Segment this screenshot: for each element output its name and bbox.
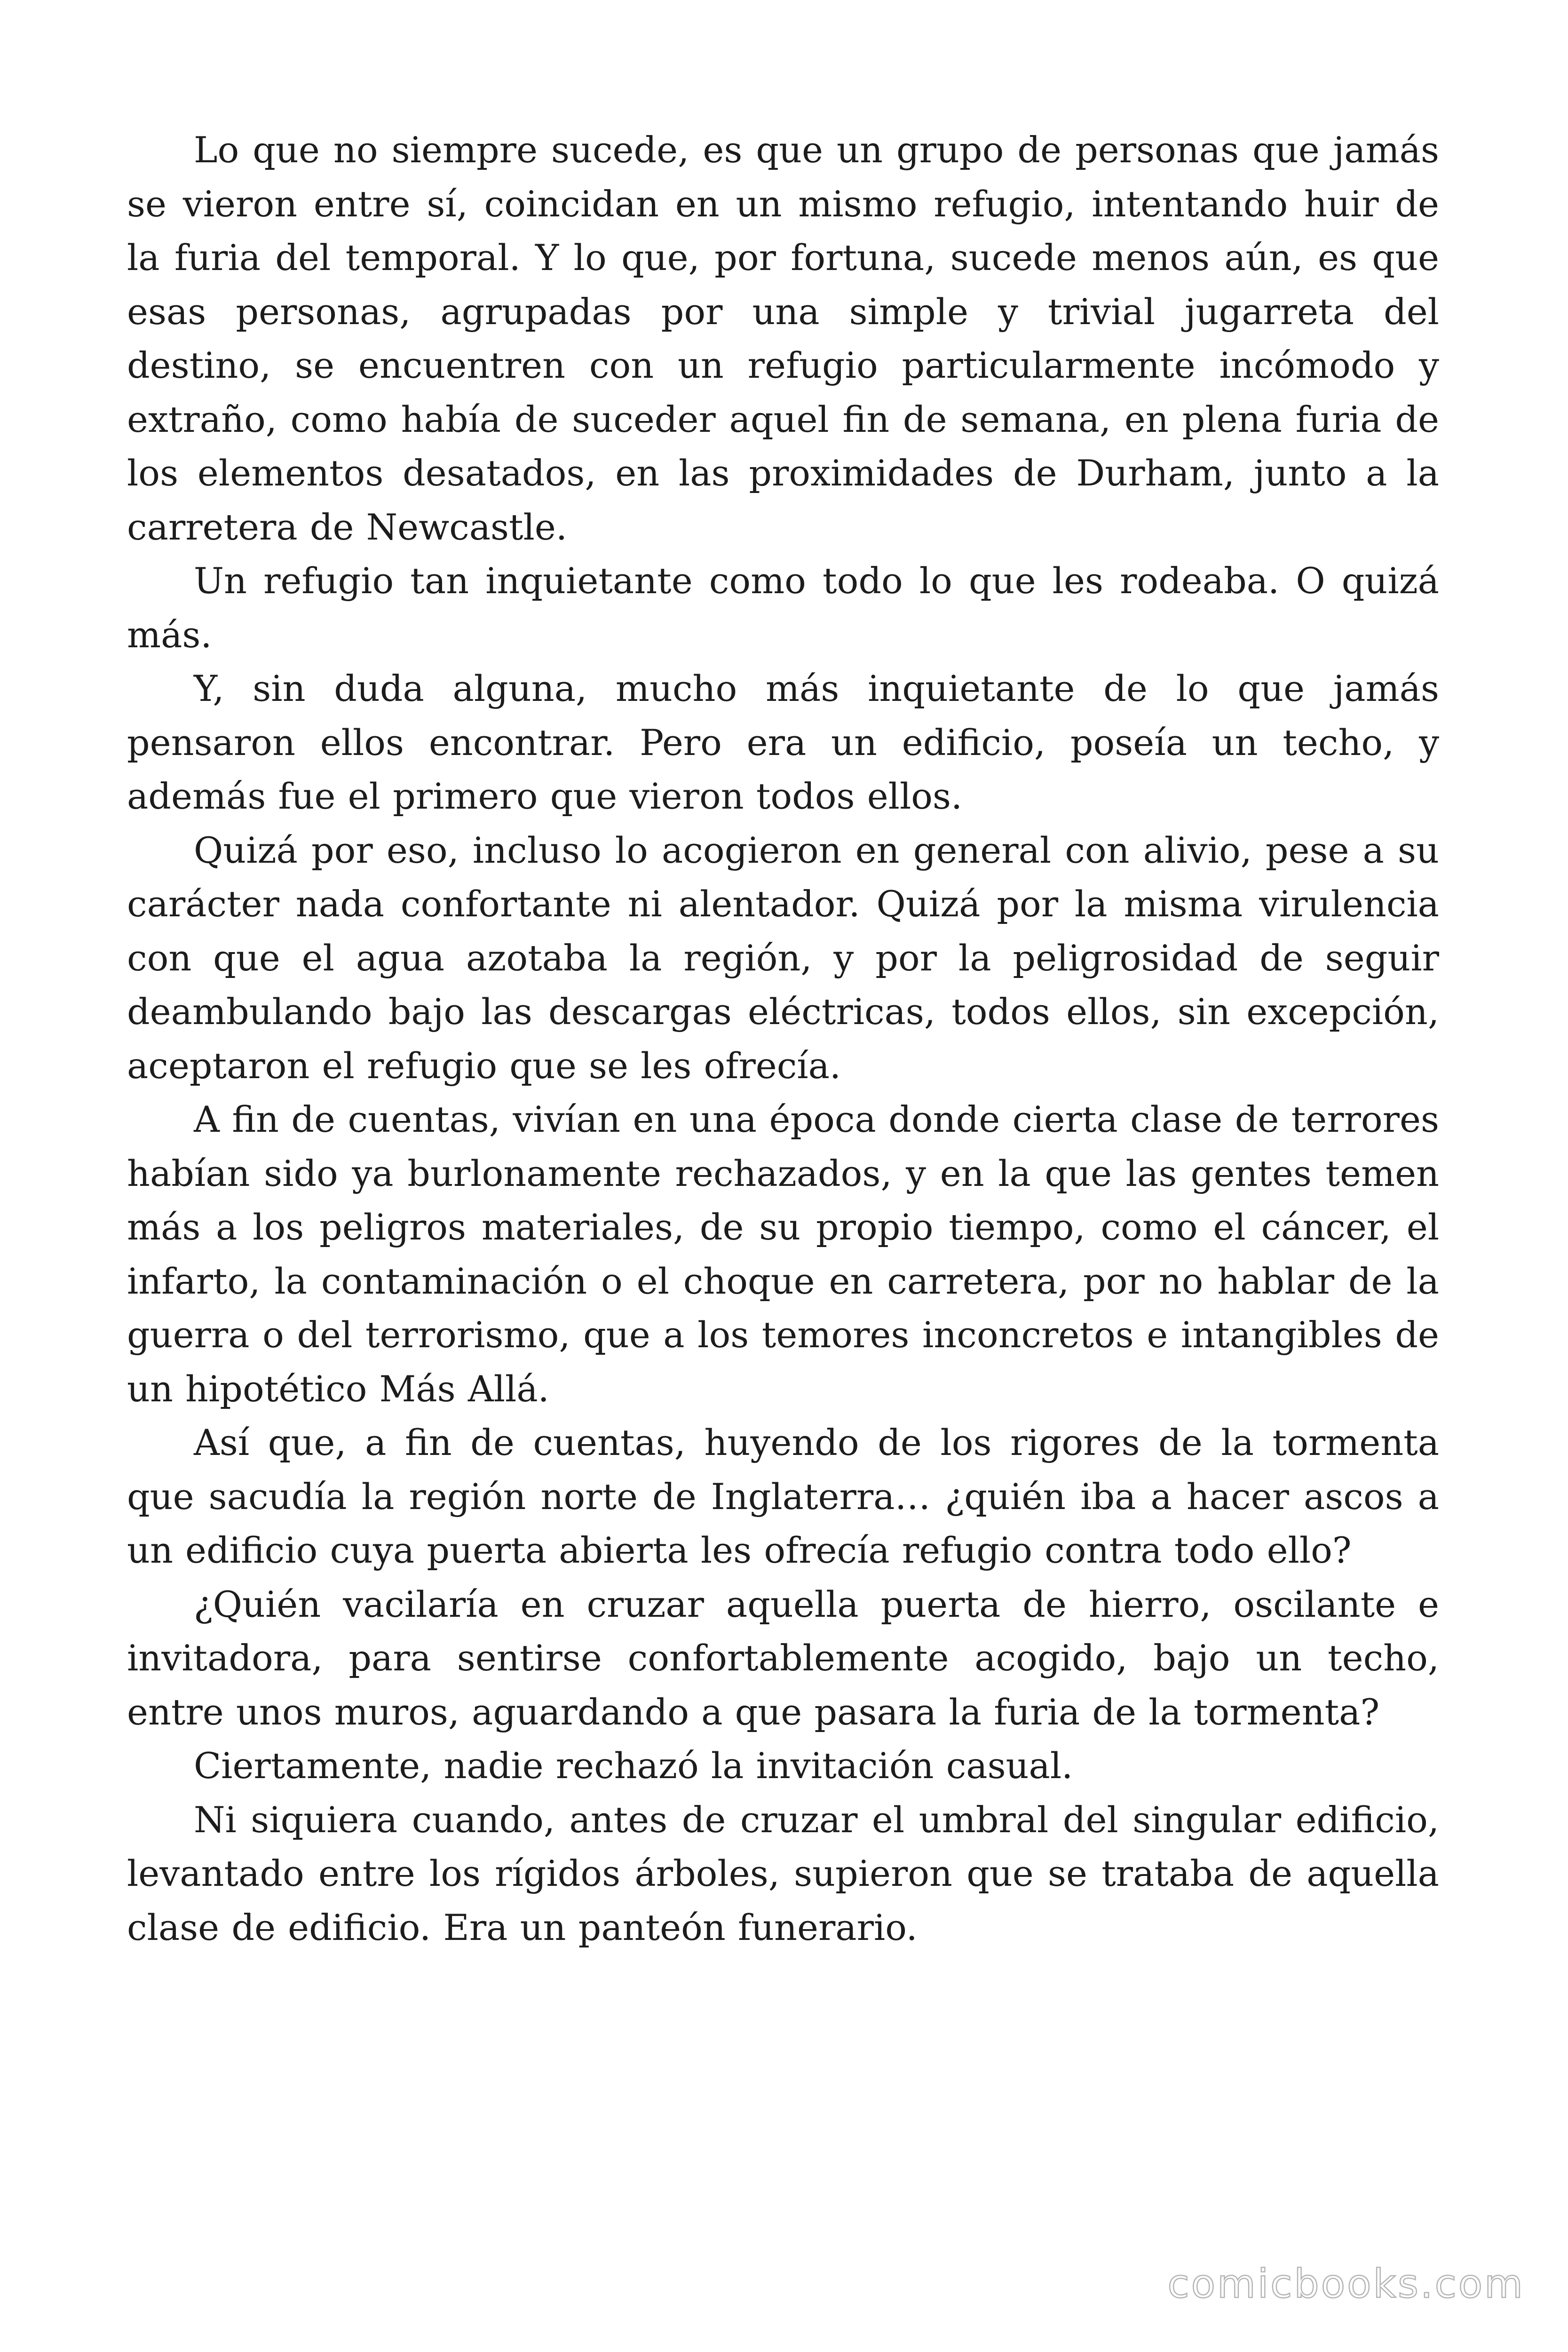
paragraph-4: Quizá por eso, incluso lo acogieron en general con alivio, pese a su carácter nada confortante ni alentador. Quizá por la misma virulencia con que el agua azotaba la región, y por la peligrosidad de seguir deambulando bajo las descargas eléctricas, todos ellos, sin excepción, aceptaron el refugio que se les ofrecía. [127,829,1439,1087]
paragraph-7: ¿Quién vacilaría en cruzar aquella puerta de hierro, oscilante e invitadora, para sentirse confortablemente acogido, bajo un techo, entre unos muros, aguardando a que pasara la furia de la tormenta? [127,1583,1439,1733]
body-text [127,123,1439,1955]
site-watermark: comicbooks.com [1167,2261,1525,2307]
paragraph-3: Y, sin duda alguna, mucho más inquietante de lo que jamás pensaron ellos encontrar. Pero era un edificio, poseía un techo, y además fue el primero que vieron todos ellos. [127,667,1439,817]
paragraph-9: Ni siquiera cuando, antes de cruzar el umbral del singular edificio, levantado entre los rígidos árboles, supieron que se trataba de aquella clase de edificio. Era un panteón funerario. [127,1798,1439,1948]
paragraph-1: Lo que no siempre sucede, es que un grupo de personas que jamás se vieron entre sí, coincidan en un mismo refugio, intentando huir de la furia del temporal. Y lo que, por fortuna, sucede menos aún, es que esas personas, agrupadas por una simple y trivial jugarreta del destino, se encuentren con un refugio particularmente incómodo y extraño, como había de suceder aquel fin de semana, en plena furia de los elementos desatados, en las proximidades de Durham, junto a la carretera de Newcastle. [127,129,1439,548]
paragraph-8: Ciertamente, nadie rechazó la invitación casual. [194,1745,1073,1787]
paragraph-5: A fin de cuentas, vivían en una época donde cierta clase de terrores habían sido ya burlonamente rechazados, y en la que las gentes temen más a los peligros materiales, de su propio tiempo, como el cáncer, el infarto, la contaminación o el choque en carretera, por no hablar de la guerra o del terrorismo, que a los temores inconcretos e intangibles de un hipotético Más Allá. [127,1098,1439,1410]
paragraph-6: Así que, a fin de cuentas, huyendo de los rigores de la tormenta que sacudía la región norte de Inglaterra… ¿quién iba a hacer ascos a un edificio cuya puerta abierta les ofrecía refugio contra todo ello? [127,1422,1439,1571]
paragraph-2: Un refugio tan inquietante como todo lo que les rodeaba. O quizá más. [127,560,1439,656]
